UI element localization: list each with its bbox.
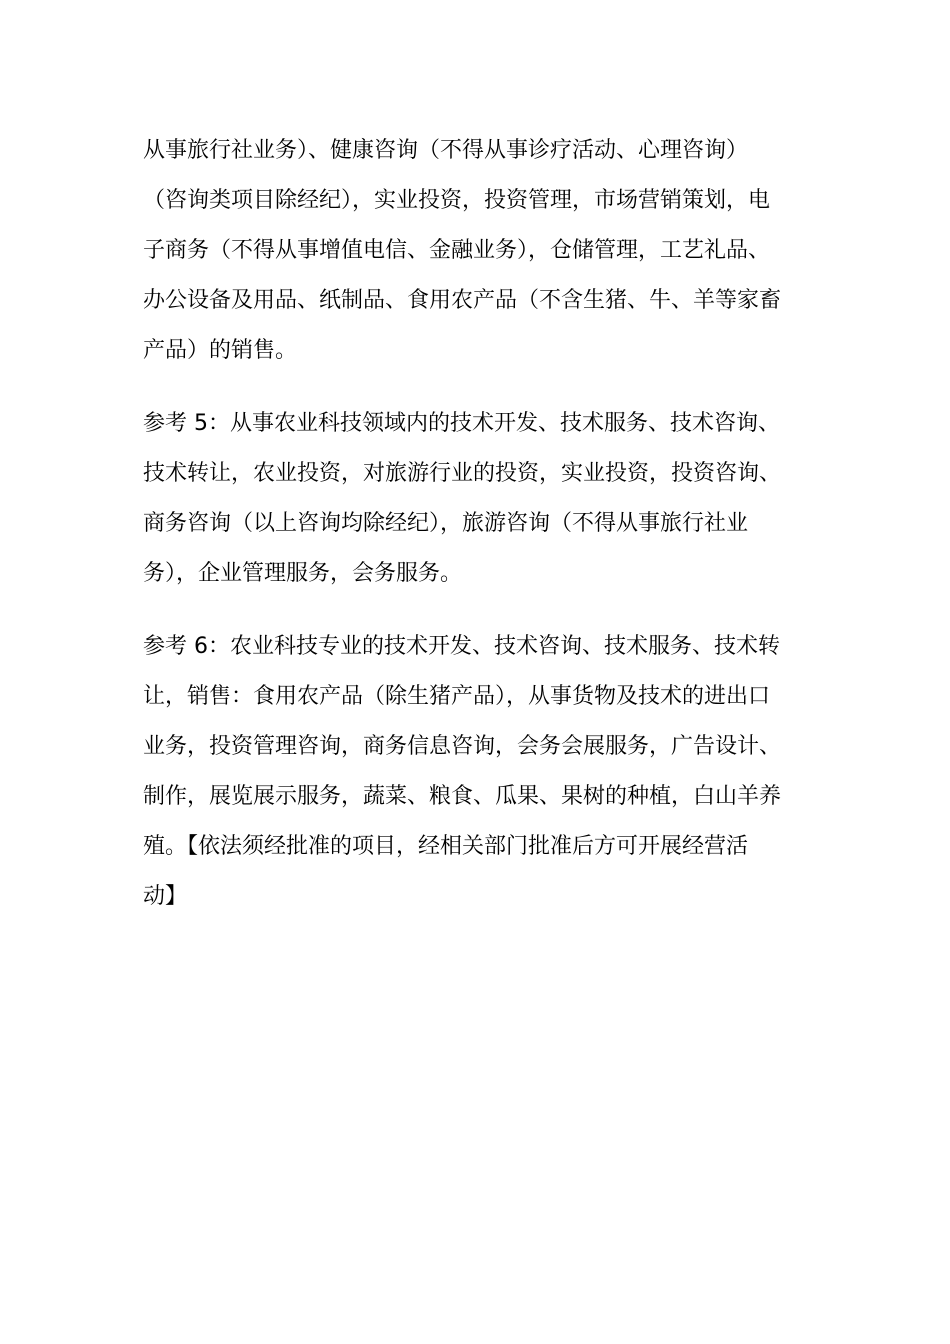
text-line: 业务，投资管理咨询，商务信息咨询，会务会展服务，广告设计、 <box>143 734 782 759</box>
text-line: （咨询类项目除经纪），实业投资，投资管理，市场营销策划，电 <box>143 188 771 213</box>
text-line: 制作，展览展示服务，蔬菜、粮食、瓜果、果树的种植，白山羊养 <box>143 784 782 809</box>
text-line: 商务咨询（以上咨询均除经纪），旅游咨询（不得从事旅行社业 <box>143 511 749 536</box>
paragraph-reference-6 <box>143 622 823 922</box>
text-line: 子商务（不得从事增值电信、金融业务），仓储管理，工艺礼品、 <box>143 238 771 263</box>
text-line: 参考 6：农业科技专业的技术开发、技术咨询、技术服务、技术转 <box>143 634 780 659</box>
text-line: 动】 <box>143 884 188 909</box>
text-line: 参考 5：从事农业科技领域内的技术开发、技术服务、技术咨询、 <box>143 411 780 436</box>
text-line: 产品）的销售。 <box>143 338 298 363</box>
text-line: 让，销售：食用农产品（除生猪产品），从事货物及技术的进出口 <box>143 684 771 709</box>
text-line: 办公设备及用品、纸制品、食用农产品（不含生猪、牛、羊等家畜 <box>143 288 782 313</box>
text-line: 技术转让，农业投资，对旅游行业的投资，实业投资，投资咨询、 <box>143 461 782 486</box>
paragraph-reference-5 <box>143 399 823 599</box>
text-line: 务），企业管理服务，会务服务。 <box>143 561 463 586</box>
text-line: 从事旅行社业务）、健康咨询（不得从事诊疗活动、心理咨询） <box>143 138 749 163</box>
text-line: 殖。【依法须经批准的项目，经相关部门批准后方可开展经营活 <box>143 834 749 859</box>
paragraph-business-scope-continued <box>143 126 823 376</box>
